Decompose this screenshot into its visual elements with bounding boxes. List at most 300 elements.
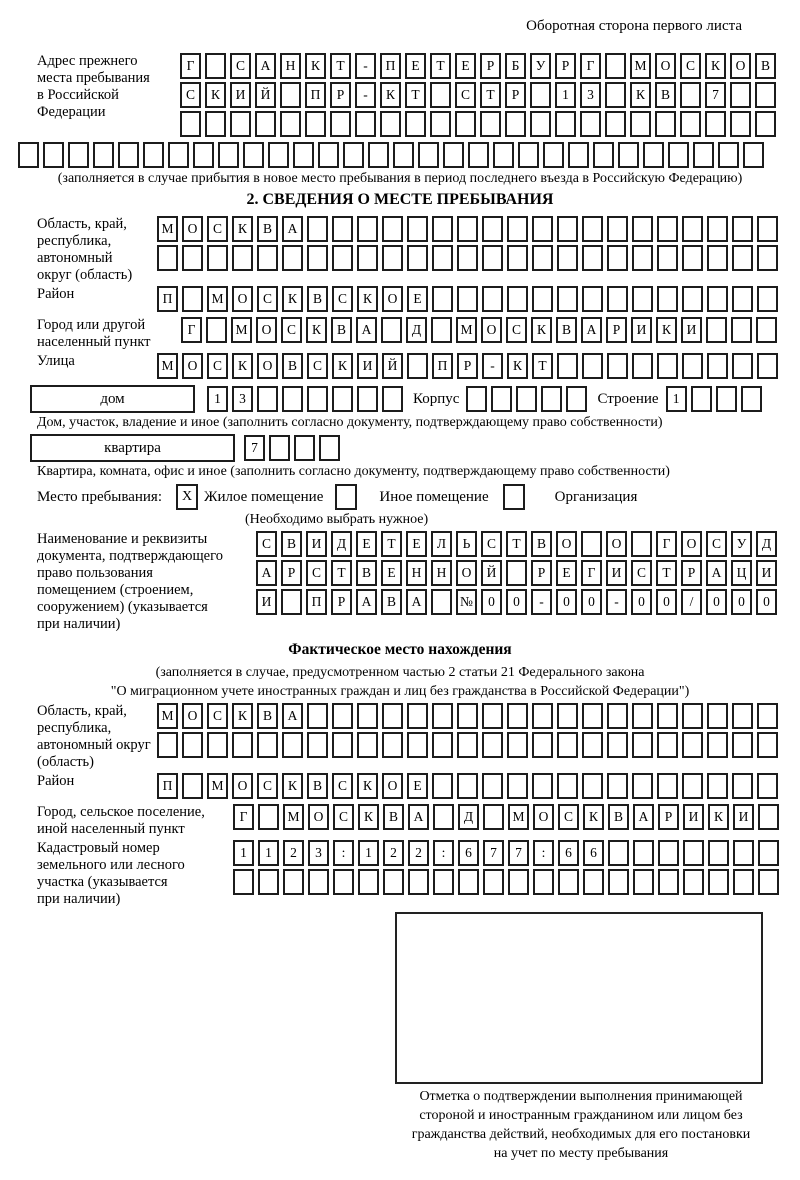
char-cell[interactable]	[532, 286, 553, 312]
char-cell[interactable]: В	[307, 773, 328, 799]
char-cell[interactable]: Р	[531, 560, 552, 586]
char-cell[interactable]	[541, 386, 562, 412]
char-cell[interactable]: С	[306, 560, 327, 586]
char-cell[interactable]	[257, 245, 278, 271]
char-cell[interactable]	[668, 142, 689, 168]
char-cell[interactable]	[557, 703, 578, 729]
char-cell[interactable]	[643, 142, 664, 168]
char-cell[interactable]: Е	[407, 286, 428, 312]
char-cell[interactable]	[718, 142, 739, 168]
char-cell[interactable]: О	[382, 773, 403, 799]
char-cell[interactable]	[507, 732, 528, 758]
char-cell[interactable]	[307, 703, 328, 729]
char-cell[interactable]	[733, 869, 754, 895]
char-cell[interactable]	[318, 142, 339, 168]
char-cell[interactable]: 7	[705, 82, 726, 108]
char-cell[interactable]	[618, 142, 639, 168]
char-cell[interactable]: П	[157, 773, 178, 799]
char-cell[interactable]	[657, 732, 678, 758]
char-cell[interactable]	[532, 216, 553, 242]
char-cell[interactable]	[432, 245, 453, 271]
char-cell[interactable]: В	[257, 216, 278, 242]
char-cell[interactable]	[605, 111, 626, 137]
char-cell[interactable]: К	[205, 82, 226, 108]
char-cell[interactable]	[433, 804, 454, 830]
char-cell[interactable]	[743, 142, 764, 168]
char-cell[interactable]: А	[408, 804, 429, 830]
char-cell[interactable]	[93, 142, 114, 168]
char-cell[interactable]: Е	[405, 53, 426, 79]
char-cell[interactable]: -	[355, 82, 376, 108]
char-cell[interactable]: В	[383, 804, 404, 830]
char-cell[interactable]	[543, 142, 564, 168]
organization-checkbox[interactable]	[503, 484, 525, 510]
char-cell[interactable]: -	[606, 589, 627, 615]
char-cell[interactable]: И	[256, 589, 277, 615]
char-cell[interactable]	[532, 703, 553, 729]
char-cell[interactable]: М	[630, 53, 651, 79]
char-cell[interactable]: О	[182, 353, 203, 379]
char-cell[interactable]	[755, 111, 776, 137]
char-cell[interactable]	[507, 703, 528, 729]
char-cell[interactable]	[682, 773, 703, 799]
char-cell[interactable]	[732, 245, 753, 271]
char-cell[interactable]	[755, 82, 776, 108]
char-cell[interactable]: -	[482, 353, 503, 379]
char-cell[interactable]: К	[705, 53, 726, 79]
char-cell[interactable]	[582, 773, 603, 799]
char-cell[interactable]: К	[507, 353, 528, 379]
char-cell[interactable]: О	[556, 531, 577, 557]
char-cell[interactable]: 0	[506, 589, 527, 615]
char-cell[interactable]: К	[306, 317, 327, 343]
char-cell[interactable]	[307, 245, 328, 271]
char-cell[interactable]	[493, 142, 514, 168]
char-cell[interactable]: Т	[430, 53, 451, 79]
char-cell[interactable]: 7	[244, 435, 265, 461]
char-cell[interactable]	[607, 773, 628, 799]
char-cell[interactable]	[357, 245, 378, 271]
char-cell[interactable]	[632, 353, 653, 379]
char-cell[interactable]	[757, 703, 778, 729]
char-cell[interactable]: К	[305, 53, 326, 79]
char-cell[interactable]: Й	[382, 353, 403, 379]
char-cell[interactable]: Й	[255, 82, 276, 108]
char-cell[interactable]	[330, 111, 351, 137]
char-cell[interactable]	[168, 142, 189, 168]
char-cell[interactable]: А	[706, 560, 727, 586]
char-cell[interactable]	[655, 111, 676, 137]
char-cell[interactable]	[608, 840, 629, 866]
char-cell[interactable]	[405, 111, 426, 137]
char-cell[interactable]	[680, 82, 701, 108]
char-cell[interactable]: О	[481, 317, 502, 343]
char-cell[interactable]	[143, 142, 164, 168]
char-cell[interactable]: М	[207, 773, 228, 799]
char-cell[interactable]: О	[456, 560, 477, 586]
char-cell[interactable]: В	[381, 589, 402, 615]
char-cell[interactable]	[408, 869, 429, 895]
char-cell[interactable]: 0	[481, 589, 502, 615]
char-cell[interactable]: Г	[656, 531, 677, 557]
char-cell[interactable]	[206, 317, 227, 343]
char-cell[interactable]	[707, 353, 728, 379]
other-premises-checkbox[interactable]	[335, 484, 357, 510]
char-cell[interactable]	[457, 245, 478, 271]
char-cell[interactable]: Ц	[731, 560, 752, 586]
char-cell[interactable]	[382, 386, 403, 412]
char-cell[interactable]: К	[708, 804, 729, 830]
char-cell[interactable]	[683, 869, 704, 895]
char-cell[interactable]	[632, 245, 653, 271]
char-cell[interactable]	[432, 732, 453, 758]
char-cell[interactable]	[483, 804, 504, 830]
residential-checkbox[interactable]: Х	[176, 484, 198, 510]
char-cell[interactable]	[207, 732, 228, 758]
char-cell[interactable]	[482, 286, 503, 312]
char-cell[interactable]: 7	[483, 840, 504, 866]
char-cell[interactable]	[682, 245, 703, 271]
char-cell[interactable]: Е	[455, 53, 476, 79]
char-cell[interactable]: Ь	[456, 531, 477, 557]
char-cell[interactable]: В	[282, 353, 303, 379]
char-cell[interactable]: Н	[280, 53, 301, 79]
char-cell[interactable]: С	[230, 53, 251, 79]
char-cell[interactable]	[232, 732, 253, 758]
char-cell[interactable]: М	[231, 317, 252, 343]
char-cell[interactable]	[308, 869, 329, 895]
char-cell[interactable]	[407, 353, 428, 379]
char-cell[interactable]: Р	[555, 53, 576, 79]
char-cell[interactable]: В	[531, 531, 552, 557]
char-cell[interactable]	[657, 245, 678, 271]
char-cell[interactable]	[357, 386, 378, 412]
char-cell[interactable]: Т	[532, 353, 553, 379]
char-cell[interactable]	[432, 703, 453, 729]
char-cell[interactable]: С	[455, 82, 476, 108]
char-cell[interactable]	[582, 286, 603, 312]
char-cell[interactable]: В	[307, 286, 328, 312]
char-cell[interactable]: 1	[258, 840, 279, 866]
char-cell[interactable]	[731, 317, 752, 343]
char-cell[interactable]	[319, 435, 340, 461]
char-cell[interactable]	[381, 317, 402, 343]
char-cell[interactable]	[157, 732, 178, 758]
char-cell[interactable]	[205, 53, 226, 79]
char-cell[interactable]	[532, 245, 553, 271]
char-cell[interactable]: С	[207, 353, 228, 379]
char-cell[interactable]	[507, 216, 528, 242]
char-cell[interactable]: О	[655, 53, 676, 79]
char-cell[interactable]: О	[533, 804, 554, 830]
char-cell[interactable]	[293, 142, 314, 168]
char-cell[interactable]	[680, 111, 701, 137]
char-cell[interactable]	[757, 773, 778, 799]
char-cell[interactable]: Л	[431, 531, 452, 557]
char-cell[interactable]	[568, 142, 589, 168]
char-cell[interactable]: М	[157, 353, 178, 379]
char-cell[interactable]	[507, 773, 528, 799]
char-cell[interactable]	[608, 869, 629, 895]
char-cell[interactable]: И	[631, 317, 652, 343]
char-cell[interactable]: 6	[558, 840, 579, 866]
char-cell[interactable]	[430, 111, 451, 137]
char-cell[interactable]	[432, 773, 453, 799]
char-cell[interactable]	[557, 732, 578, 758]
char-cell[interactable]	[707, 773, 728, 799]
char-cell[interactable]: С	[307, 353, 328, 379]
char-cell[interactable]: Е	[381, 560, 402, 586]
char-cell[interactable]	[756, 317, 777, 343]
char-cell[interactable]	[707, 732, 728, 758]
char-cell[interactable]: С	[506, 317, 527, 343]
char-cell[interactable]: М	[207, 286, 228, 312]
char-cell[interactable]: С	[332, 286, 353, 312]
char-cell[interactable]: 3	[308, 840, 329, 866]
char-cell[interactable]	[182, 732, 203, 758]
char-cell[interactable]: №	[456, 589, 477, 615]
char-cell[interactable]	[307, 386, 328, 412]
char-cell[interactable]	[518, 142, 539, 168]
char-cell[interactable]: А	[282, 703, 303, 729]
char-cell[interactable]: Н	[406, 560, 427, 586]
char-cell[interactable]	[258, 804, 279, 830]
char-cell[interactable]: В	[257, 703, 278, 729]
char-cell[interactable]	[207, 245, 228, 271]
char-cell[interactable]	[18, 142, 39, 168]
char-cell[interactable]	[593, 142, 614, 168]
char-cell[interactable]: П	[432, 353, 453, 379]
char-cell[interactable]: Т	[405, 82, 426, 108]
char-cell[interactable]: Т	[480, 82, 501, 108]
char-cell[interactable]	[607, 703, 628, 729]
char-cell[interactable]	[705, 111, 726, 137]
char-cell[interactable]	[307, 732, 328, 758]
char-cell[interactable]	[180, 111, 201, 137]
char-cell[interactable]	[457, 773, 478, 799]
char-cell[interactable]	[633, 869, 654, 895]
char-cell[interactable]: -	[355, 53, 376, 79]
char-cell[interactable]: И	[357, 353, 378, 379]
char-cell[interactable]	[357, 732, 378, 758]
char-cell[interactable]	[605, 82, 626, 108]
char-cell[interactable]	[505, 111, 526, 137]
char-cell[interactable]: К	[583, 804, 604, 830]
char-cell[interactable]	[532, 773, 553, 799]
char-cell[interactable]: М	[157, 703, 178, 729]
char-cell[interactable]: В	[331, 317, 352, 343]
char-cell[interactable]	[218, 142, 239, 168]
char-cell[interactable]	[580, 111, 601, 137]
char-cell[interactable]	[657, 773, 678, 799]
char-cell[interactable]	[407, 732, 428, 758]
char-cell[interactable]	[693, 142, 714, 168]
char-cell[interactable]	[230, 111, 251, 137]
char-cell[interactable]: О	[182, 216, 203, 242]
char-cell[interactable]	[557, 773, 578, 799]
char-cell[interactable]: М	[157, 216, 178, 242]
char-cell[interactable]	[491, 386, 512, 412]
char-cell[interactable]: А	[406, 589, 427, 615]
char-cell[interactable]	[707, 286, 728, 312]
char-cell[interactable]: В	[608, 804, 629, 830]
char-cell[interactable]	[443, 142, 464, 168]
char-cell[interactable]: О	[606, 531, 627, 557]
char-cell[interactable]	[583, 869, 604, 895]
char-cell[interactable]: П	[380, 53, 401, 79]
char-cell[interactable]	[343, 142, 364, 168]
char-cell[interactable]	[431, 589, 452, 615]
char-cell[interactable]	[533, 869, 554, 895]
char-cell[interactable]: В	[281, 531, 302, 557]
char-cell[interactable]	[407, 245, 428, 271]
char-cell[interactable]	[258, 869, 279, 895]
char-cell[interactable]: 7	[508, 840, 529, 866]
char-cell[interactable]: С	[481, 531, 502, 557]
char-cell[interactable]: М	[283, 804, 304, 830]
char-cell[interactable]	[530, 111, 551, 137]
char-cell[interactable]	[281, 589, 302, 615]
char-cell[interactable]	[407, 703, 428, 729]
char-cell[interactable]: К	[656, 317, 677, 343]
char-cell[interactable]	[457, 732, 478, 758]
char-cell[interactable]	[205, 111, 226, 137]
char-cell[interactable]	[332, 245, 353, 271]
char-cell[interactable]	[632, 703, 653, 729]
char-cell[interactable]	[382, 245, 403, 271]
char-cell[interactable]: Т	[330, 53, 351, 79]
char-cell[interactable]	[631, 531, 652, 557]
char-cell[interactable]	[457, 286, 478, 312]
char-cell[interactable]: Й	[481, 560, 502, 586]
char-cell[interactable]: Г	[233, 804, 254, 830]
char-cell[interactable]	[582, 353, 603, 379]
char-cell[interactable]	[332, 732, 353, 758]
char-cell[interactable]: 1	[666, 386, 687, 412]
char-cell[interactable]	[758, 840, 779, 866]
char-cell[interactable]	[466, 386, 487, 412]
char-cell[interactable]: К	[232, 353, 253, 379]
char-cell[interactable]	[305, 111, 326, 137]
char-cell[interactable]	[280, 111, 301, 137]
char-cell[interactable]	[757, 245, 778, 271]
char-cell[interactable]: Е	[406, 531, 427, 557]
char-cell[interactable]: С	[257, 773, 278, 799]
char-cell[interactable]: С	[180, 82, 201, 108]
char-cell[interactable]	[455, 111, 476, 137]
char-cell[interactable]: 0	[756, 589, 777, 615]
char-cell[interactable]: Е	[556, 560, 577, 586]
char-cell[interactable]: :	[433, 840, 454, 866]
char-cell[interactable]	[257, 386, 278, 412]
char-cell[interactable]	[757, 286, 778, 312]
char-cell[interactable]: Т	[331, 560, 352, 586]
char-cell[interactable]: Б	[505, 53, 526, 79]
char-cell[interactable]	[557, 286, 578, 312]
char-cell[interactable]	[294, 435, 315, 461]
char-cell[interactable]	[182, 286, 203, 312]
char-cell[interactable]	[482, 732, 503, 758]
char-cell[interactable]	[682, 286, 703, 312]
char-cell[interactable]	[707, 216, 728, 242]
char-cell[interactable]	[758, 869, 779, 895]
char-cell[interactable]: С	[207, 216, 228, 242]
char-cell[interactable]	[732, 732, 753, 758]
char-cell[interactable]	[282, 732, 303, 758]
char-cell[interactable]: И	[306, 531, 327, 557]
char-cell[interactable]	[382, 216, 403, 242]
char-cell[interactable]	[582, 732, 603, 758]
char-cell[interactable]	[632, 773, 653, 799]
char-cell[interactable]: К	[282, 773, 303, 799]
char-cell[interactable]: Р	[281, 560, 302, 586]
char-cell[interactable]	[483, 869, 504, 895]
char-cell[interactable]	[233, 869, 254, 895]
char-cell[interactable]: К	[232, 703, 253, 729]
char-cell[interactable]: 6	[458, 840, 479, 866]
char-cell[interactable]: П	[306, 589, 327, 615]
char-cell[interactable]	[482, 245, 503, 271]
char-cell[interactable]: Р	[480, 53, 501, 79]
char-cell[interactable]: 0	[631, 589, 652, 615]
char-cell[interactable]	[357, 216, 378, 242]
char-cell[interactable]	[43, 142, 64, 168]
char-cell[interactable]	[506, 560, 527, 586]
char-cell[interactable]: Е	[407, 773, 428, 799]
char-cell[interactable]	[532, 732, 553, 758]
char-cell[interactable]: К	[380, 82, 401, 108]
char-cell[interactable]: Н	[431, 560, 452, 586]
char-cell[interactable]: Р	[331, 589, 352, 615]
char-cell[interactable]	[732, 353, 753, 379]
char-cell[interactable]	[157, 245, 178, 271]
char-cell[interactable]	[741, 386, 762, 412]
char-cell[interactable]	[357, 703, 378, 729]
char-cell[interactable]: К	[358, 804, 379, 830]
char-cell[interactable]: В	[556, 317, 577, 343]
char-cell[interactable]	[691, 386, 712, 412]
char-cell[interactable]	[355, 111, 376, 137]
char-cell[interactable]: О	[308, 804, 329, 830]
char-cell[interactable]	[507, 245, 528, 271]
char-cell[interactable]	[732, 286, 753, 312]
char-cell[interactable]	[558, 869, 579, 895]
char-cell[interactable]	[581, 531, 602, 557]
char-cell[interactable]: Г	[581, 560, 602, 586]
char-cell[interactable]: 3	[580, 82, 601, 108]
char-cell[interactable]	[280, 82, 301, 108]
char-cell[interactable]: С	[631, 560, 652, 586]
char-cell[interactable]	[607, 286, 628, 312]
char-cell[interactable]	[182, 773, 203, 799]
char-cell[interactable]	[708, 869, 729, 895]
char-cell[interactable]	[632, 732, 653, 758]
char-cell[interactable]	[582, 216, 603, 242]
char-cell[interactable]: У	[731, 531, 752, 557]
char-cell[interactable]	[706, 317, 727, 343]
char-cell[interactable]: 6	[583, 840, 604, 866]
char-cell[interactable]: Т	[656, 560, 677, 586]
char-cell[interactable]	[431, 317, 452, 343]
char-cell[interactable]: 1	[358, 840, 379, 866]
char-cell[interactable]	[682, 216, 703, 242]
char-cell[interactable]: 2	[383, 840, 404, 866]
char-cell[interactable]: И	[681, 317, 702, 343]
char-cell[interactable]: 2	[283, 840, 304, 866]
char-cell[interactable]	[482, 703, 503, 729]
char-cell[interactable]: Г	[580, 53, 601, 79]
char-cell[interactable]	[733, 840, 754, 866]
